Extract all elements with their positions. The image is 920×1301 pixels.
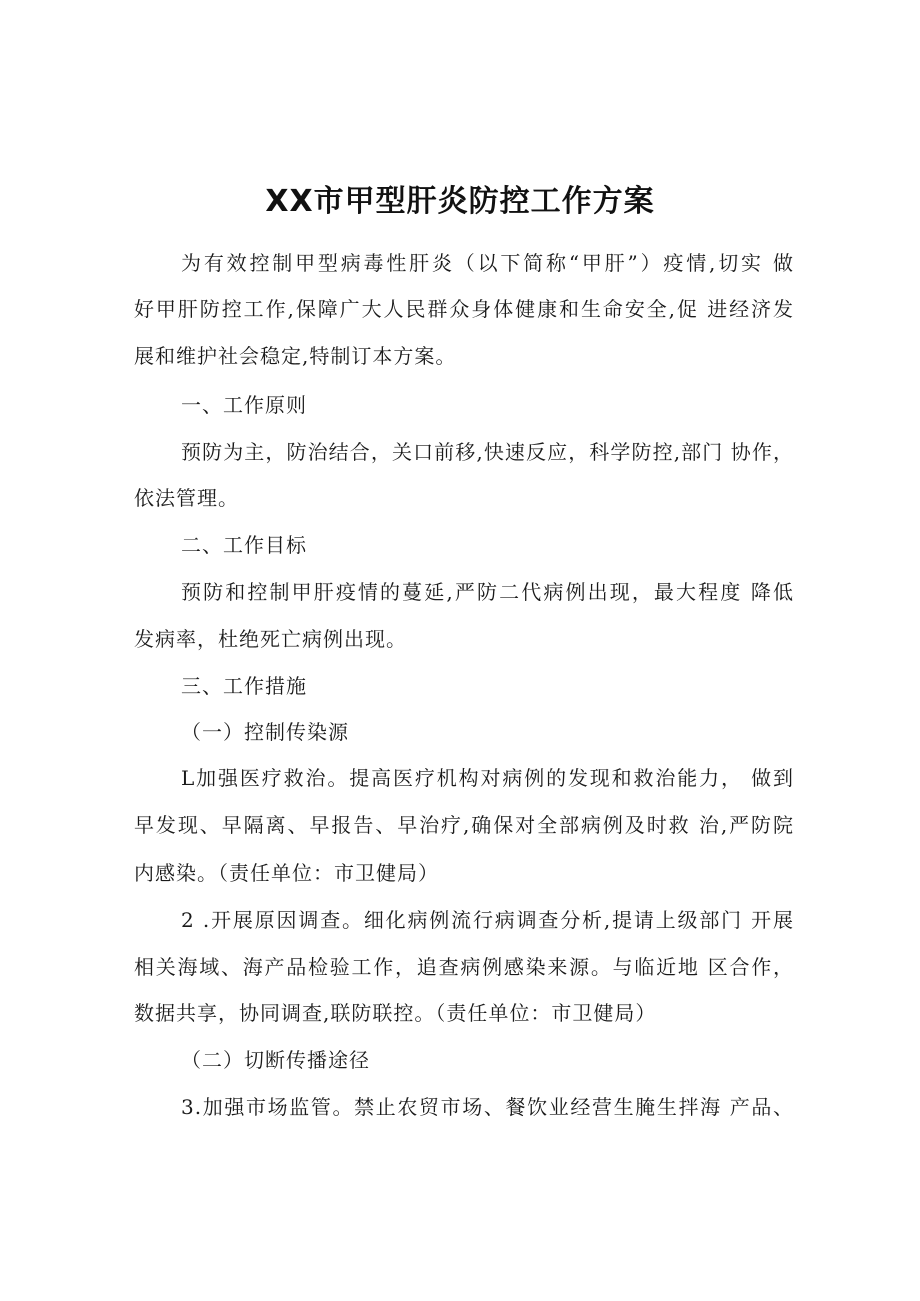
section-heading: 二、工作目标 bbox=[181, 533, 307, 557]
section-heading: 一、工作原则 bbox=[181, 393, 307, 417]
document-title: XX市甲型肝炎防控工作方案 bbox=[265, 184, 655, 219]
section-heading: 三、工作措施 bbox=[181, 674, 307, 698]
paragraph-line: L加强医疗救治。提高医疗机构对病例的发现和救治能力， 做到 bbox=[181, 766, 794, 790]
paragraph-line: 好甲肝防控工作,保障广大人民群众身体健康和生命安全,促 进经济发 bbox=[134, 297, 794, 321]
paragraph-line: 为有效控制甲型病毒性肝炎（以下简称“甲肝”）疫情,切实 做 bbox=[181, 251, 794, 275]
paragraph-line: 2 .开展原因调查。细化病例流行病调查分析,提请上级部门 开展 bbox=[181, 908, 794, 932]
paragraph-line: 依法管理。 bbox=[134, 486, 239, 510]
paragraph-line: 相关海域、海产品检验工作，追查病例感染来源。与临近地 区合作， bbox=[134, 955, 794, 979]
paragraph-line: 预防和控制甲肝疫情的蔓延,严防二代病例出现，最大程度 降低 bbox=[181, 580, 794, 604]
paragraph-line: 3.加强市场监管。禁止农贸市场、餐饮业经营生腌生拌海 产品、 bbox=[181, 1095, 794, 1119]
paragraph-line: 发病率，杜绝死亡病例出现。 bbox=[134, 627, 407, 651]
paragraph-line: 早发现、早隔离、早报告、早治疗,确保对全部病例及时救 治,严防院 bbox=[134, 813, 794, 837]
paragraph-line: 数据共享，协同调查,联防联控。（责任单位：市卫健局） bbox=[134, 1001, 657, 1025]
paragraph-line: 展和维护社会稳定,特制订本方案。 bbox=[134, 344, 457, 368]
paragraph-line: 内感染。（责任单位：市卫健局） bbox=[134, 861, 439, 885]
subsection-heading: （二）切断传播途径 bbox=[181, 1048, 370, 1072]
paragraph-line: 预防为主，防治结合，关口前移,快速反应，科学防控,部门 协作， bbox=[181, 440, 794, 464]
subsection-heading: （一）控制传染源 bbox=[181, 720, 349, 744]
